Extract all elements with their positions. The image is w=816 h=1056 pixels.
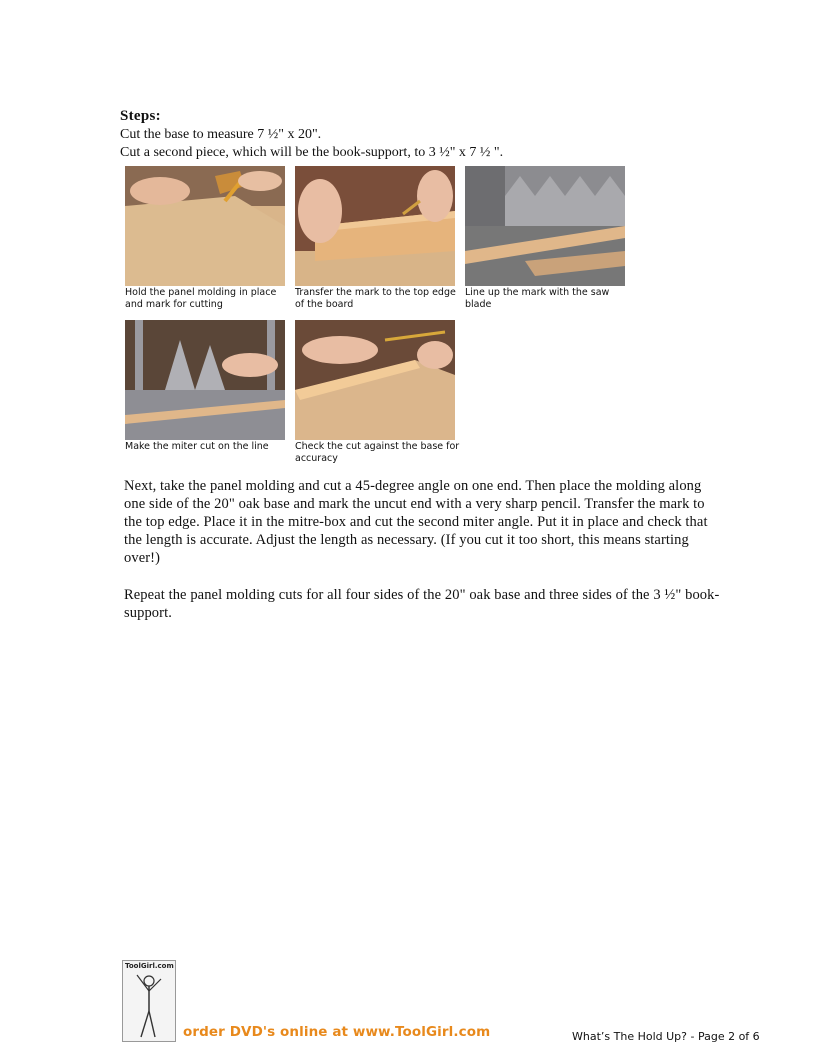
photo-mark-molding <box>125 166 285 286</box>
photo-miter-cut <box>125 320 285 440</box>
step-line-support: Cut a second piece, which will be the book-support, to 3 ½" x 7 ½ ". <box>120 145 504 160</box>
steps-heading: Steps: <box>120 108 161 124</box>
photo-caption: Transfer the mark to the top edge of the board <box>295 287 456 310</box>
photo-line-up-saw <box>465 166 625 286</box>
instructions-paragraph: Next, take the panel molding and cut a 45-degree angle on one end. Then place the molding along one side of the 20" oak base and mark the uncut end with a very sharp pencil. Transfer the mark to the top edge. Place it in the mitre-box and cut the second miter angle. Put it in place and check that the length is accurate. Adjust the length as necessary. (If you cut it too short, this means starting over!) <box>124 478 708 566</box>
order-dvd-link[interactable]: order DVD's online at www.ToolGirl.com <box>183 1024 491 1040</box>
photo-caption: Hold the panel molding in place and mark for cutting <box>125 287 277 310</box>
photo-caption: Check the cut against the base for accuracy <box>295 441 460 464</box>
photo-check-cut <box>295 320 455 440</box>
photo-caption: Make the miter cut on the line <box>125 441 269 452</box>
toolgirl-logo[interactable] <box>122 960 176 1042</box>
repeat-paragraph: Repeat the panel molding cuts for all four sides of the 20" oak base and three sides of the 3 ½" book-support. <box>124 587 720 621</box>
page-footer: What’s The Hold Up? - Page 2 of 6 <box>572 1030 760 1043</box>
toolgirl-figure-icon <box>123 971 175 1041</box>
step-line-base: Cut the base to measure 7 ½" x 20". <box>120 127 322 142</box>
photo-caption: Line up the mark with the saw blade <box>465 287 610 310</box>
logo-text: ToolGirl.com <box>125 962 174 970</box>
photo-transfer-mark <box>295 166 455 286</box>
